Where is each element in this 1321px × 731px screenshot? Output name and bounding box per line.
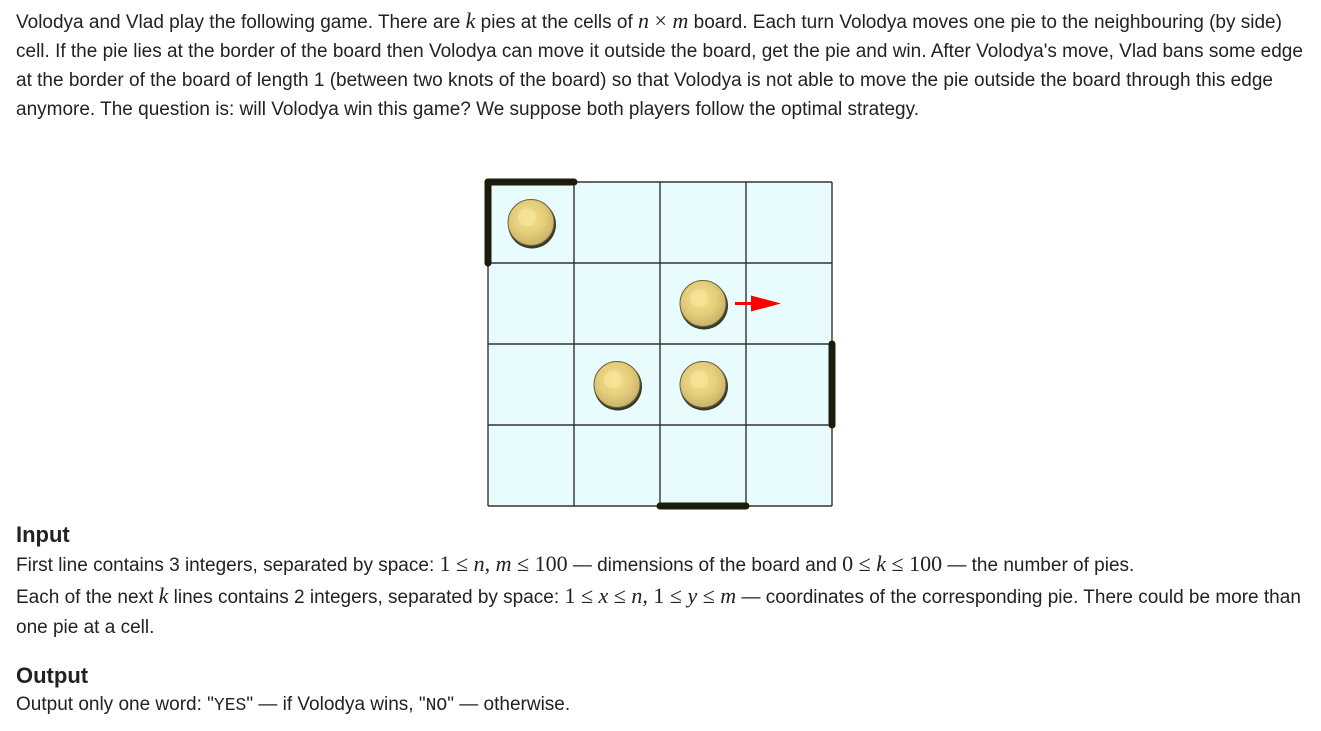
math-comma: , (642, 583, 654, 608)
input-text: — dimensions of the board and (567, 555, 843, 576)
output-text: " — otherwise. (447, 694, 571, 715)
math-y: y (687, 583, 698, 608)
output-yes-code: YES (213, 696, 247, 716)
pie-highlight (690, 371, 708, 389)
input-text: lines contains 2 integers, separated by space: (168, 587, 565, 608)
math-n: n (638, 8, 650, 33)
math-k: k (465, 8, 476, 33)
output-text: " — if Volodya wins, " (246, 694, 426, 715)
input-text: — coordinates of the corresponding pie. There could be more than one pie at a cell. (16, 587, 1301, 638)
math-m: m (672, 8, 689, 33)
pie-highlight (518, 209, 536, 227)
statement-text: pies at the cells of (475, 12, 639, 33)
input-text: First line contains 3 integers, separated by space: (16, 555, 440, 576)
output-line (16, 690, 1314, 721)
problem-statement (16, 6, 1314, 124)
board-figure (484, 176, 844, 518)
input-line-2 (16, 581, 1314, 643)
math-k: k (876, 551, 887, 576)
input-text: — the number of pies. (942, 555, 1135, 576)
math-k: k (158, 583, 169, 608)
math-m: m (495, 551, 512, 576)
input-text: Each of the next (16, 587, 159, 608)
math-const: 100 (534, 551, 568, 576)
math-const: 1 (653, 583, 665, 608)
output-no-code: NO (425, 696, 448, 716)
pie-highlight (690, 290, 708, 308)
math-le: ≤ (511, 551, 535, 576)
math-n: n (631, 583, 643, 608)
pie-highlight (604, 371, 622, 389)
math-comma: , (484, 551, 496, 576)
math-const: 1 (564, 583, 576, 608)
math-const: 100 (909, 551, 943, 576)
math-const: 1 (439, 551, 451, 576)
output-text: Output only one word: " (16, 694, 214, 715)
input-section (16, 521, 1314, 643)
statement-text: Volodya and Vlad play the following game. There are (16, 12, 466, 33)
math-le: ≤ (664, 583, 688, 608)
math-le: ≤ (886, 551, 910, 576)
math-le: ≤ (853, 551, 877, 576)
math-m: m (720, 583, 737, 608)
input-line-1 (16, 549, 1314, 581)
math-le: ≤ (450, 551, 474, 576)
input-heading: Input (16, 522, 70, 547)
math-le: ≤ (697, 583, 721, 608)
math-le: ≤ (608, 583, 632, 608)
math-le: ≤ (575, 583, 599, 608)
board-image (484, 176, 844, 518)
statement-paragraph (16, 6, 1314, 124)
math-n: n (473, 551, 485, 576)
math-const: 0 (842, 551, 854, 576)
math-x: x (598, 583, 609, 608)
statement-text: board. Each turn Volodya moves one pie to the neighbouring (by side) cell. If the pie lies at the border of the board then Volodya can move it outside the board, get the pie and win. After Volodya's move, Vlad bans some edge at the border of the board of length 1 (between two knots of the board) so that Volodya is not able to move the pie outside the board through this edge anymore. The question is: will Volodya win this game? We suppose both players follow the optimal strategy. (16, 12, 1303, 120)
math-times: × (649, 8, 673, 33)
output-heading: Output (16, 663, 89, 688)
output-section (16, 662, 1314, 721)
